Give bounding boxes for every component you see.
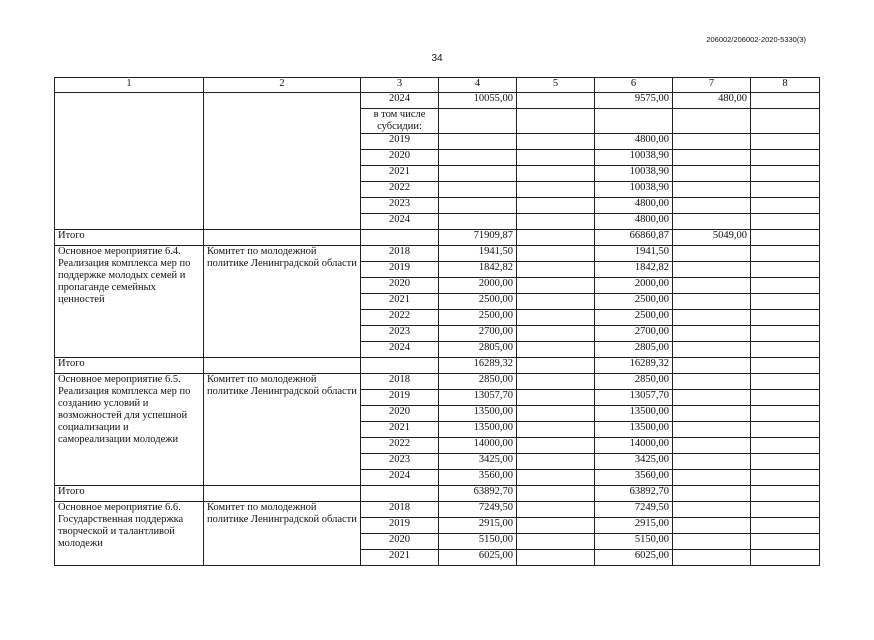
federal-cell bbox=[517, 486, 595, 502]
federal-cell bbox=[517, 93, 595, 109]
column-header: 3 bbox=[361, 78, 439, 93]
federal-cell bbox=[517, 422, 595, 438]
other-cell bbox=[751, 326, 820, 342]
executor-cell bbox=[204, 486, 361, 502]
regional-cell: 2500,00 bbox=[595, 310, 673, 326]
total-cell bbox=[439, 182, 517, 198]
other-cell bbox=[751, 230, 820, 246]
year-cell: 2021 bbox=[361, 550, 439, 566]
total-cell: 1941,50 bbox=[439, 246, 517, 262]
table-row bbox=[55, 502, 820, 518]
federal-cell bbox=[517, 166, 595, 182]
year-cell: 2018 bbox=[361, 502, 439, 518]
executor-cell: Комитет по молодежной политике Ленинградской области bbox=[204, 502, 361, 566]
local-cell bbox=[673, 182, 751, 198]
total-cell: 2915,00 bbox=[439, 518, 517, 534]
federal-cell bbox=[517, 294, 595, 310]
total-cell: 5150,00 bbox=[439, 534, 517, 550]
total-cell: 13500,00 bbox=[439, 422, 517, 438]
total-cell: 2500,00 bbox=[439, 294, 517, 310]
regional-cell: 2915,00 bbox=[595, 518, 673, 534]
other-cell bbox=[751, 278, 820, 294]
other-cell bbox=[751, 358, 820, 374]
year-cell: 2024 bbox=[361, 93, 439, 109]
executor-cell bbox=[204, 93, 361, 230]
page-number: 34 bbox=[431, 53, 443, 64]
regional-cell: 3425,00 bbox=[595, 454, 673, 470]
regional-cell: 9575,00 bbox=[595, 93, 673, 109]
other-cell bbox=[751, 534, 820, 550]
regional-cell: 2805,00 bbox=[595, 342, 673, 358]
other-cell bbox=[751, 390, 820, 406]
total-label: Итого bbox=[55, 230, 204, 246]
federal-cell bbox=[517, 358, 595, 374]
executor-cell: Комитет по молодежной политике Ленинградской области bbox=[204, 246, 361, 358]
local-cell bbox=[673, 390, 751, 406]
federal-cell bbox=[517, 230, 595, 246]
federal-cell bbox=[517, 198, 595, 214]
table-row bbox=[55, 246, 820, 262]
executor-cell bbox=[204, 230, 361, 246]
regional-cell: 10038,90 bbox=[595, 182, 673, 198]
year-cell: 2022 bbox=[361, 438, 439, 454]
year-cell: 2019 bbox=[361, 262, 439, 278]
federal-cell bbox=[517, 406, 595, 422]
regional-cell: 6025,00 bbox=[595, 550, 673, 566]
other-cell bbox=[751, 246, 820, 262]
other-cell bbox=[751, 518, 820, 534]
total-cell: 7249,50 bbox=[439, 502, 517, 518]
year-cell: 2020 bbox=[361, 534, 439, 550]
document-code: 206002/206002-2020-5330(3) bbox=[706, 35, 806, 44]
federal-cell bbox=[517, 390, 595, 406]
total-cell bbox=[439, 109, 517, 134]
local-cell bbox=[673, 214, 751, 230]
regional-cell: 2000,00 bbox=[595, 278, 673, 294]
total-cell: 13500,00 bbox=[439, 406, 517, 422]
other-cell bbox=[751, 93, 820, 109]
local-cell bbox=[673, 198, 751, 214]
table-row bbox=[55, 374, 820, 390]
year-cell: 2023 bbox=[361, 326, 439, 342]
federal-cell bbox=[517, 374, 595, 390]
measure-name: Основное мероприятие 6.5. Реализация комплекса мер по созданию условий и возможностей для успешной социализации и самореализации молодежи bbox=[55, 374, 204, 486]
total-cell: 16289,32 bbox=[439, 358, 517, 374]
total-cell: 2700,00 bbox=[439, 326, 517, 342]
total-cell: 2805,00 bbox=[439, 342, 517, 358]
other-cell bbox=[751, 470, 820, 486]
total-cell: 3560,00 bbox=[439, 470, 517, 486]
year-cell bbox=[361, 486, 439, 502]
other-cell bbox=[751, 550, 820, 566]
federal-cell bbox=[517, 262, 595, 278]
total-cell: 13057,70 bbox=[439, 390, 517, 406]
local-cell: 5049,00 bbox=[673, 230, 751, 246]
federal-cell bbox=[517, 502, 595, 518]
federal-cell bbox=[517, 438, 595, 454]
regional-cell: 63892,70 bbox=[595, 486, 673, 502]
regional-cell: 4800,00 bbox=[595, 198, 673, 214]
year-cell: 2020 bbox=[361, 278, 439, 294]
budget-table bbox=[54, 77, 820, 566]
other-cell bbox=[751, 166, 820, 182]
other-cell bbox=[751, 150, 820, 166]
year-cell: 2019 bbox=[361, 134, 439, 150]
year-cell bbox=[361, 358, 439, 374]
year-cell: 2024 bbox=[361, 470, 439, 486]
total-cell bbox=[439, 214, 517, 230]
measure-name: Основное мероприятие 6.4. Реализация комплекса мер по поддержке молодых семей и пропаганде семейных ценностей bbox=[55, 246, 204, 358]
federal-cell bbox=[517, 109, 595, 134]
federal-cell bbox=[517, 470, 595, 486]
local-cell bbox=[673, 406, 751, 422]
other-cell bbox=[751, 198, 820, 214]
total-cell: 14000,00 bbox=[439, 438, 517, 454]
other-cell bbox=[751, 438, 820, 454]
other-cell bbox=[751, 109, 820, 134]
local-cell bbox=[673, 109, 751, 134]
total-label: Итого bbox=[55, 486, 204, 502]
local-cell bbox=[673, 454, 751, 470]
other-cell bbox=[751, 406, 820, 422]
column-header: 5 bbox=[517, 78, 595, 93]
column-header: 8 bbox=[751, 78, 820, 93]
total-label: Итого bbox=[55, 358, 204, 374]
regional-cell: 13057,70 bbox=[595, 390, 673, 406]
federal-cell bbox=[517, 246, 595, 262]
regional-cell: 10038,90 bbox=[595, 166, 673, 182]
federal-cell bbox=[517, 326, 595, 342]
year-cell: 2023 bbox=[361, 454, 439, 470]
local-cell bbox=[673, 534, 751, 550]
local-cell bbox=[673, 294, 751, 310]
year-cell: 2022 bbox=[361, 310, 439, 326]
total-cell: 2000,00 bbox=[439, 278, 517, 294]
local-cell bbox=[673, 486, 751, 502]
regional-cell: 7249,50 bbox=[595, 502, 673, 518]
local-cell bbox=[673, 310, 751, 326]
executor-cell: Комитет по молодежной политике Ленинградской области bbox=[204, 374, 361, 486]
total-cell: 6025,00 bbox=[439, 550, 517, 566]
total-cell: 1842,82 bbox=[439, 262, 517, 278]
other-cell bbox=[751, 294, 820, 310]
federal-cell bbox=[517, 134, 595, 150]
local-cell: 480,00 bbox=[673, 93, 751, 109]
total-row bbox=[55, 358, 820, 374]
local-cell bbox=[673, 438, 751, 454]
regional-cell: 10038,90 bbox=[595, 150, 673, 166]
local-cell bbox=[673, 502, 751, 518]
other-cell bbox=[751, 454, 820, 470]
local-cell bbox=[673, 422, 751, 438]
year-cell: 2018 bbox=[361, 374, 439, 390]
local-cell bbox=[673, 470, 751, 486]
other-cell bbox=[751, 374, 820, 390]
other-cell bbox=[751, 134, 820, 150]
total-cell bbox=[439, 134, 517, 150]
executor-cell bbox=[204, 358, 361, 374]
federal-cell bbox=[517, 342, 595, 358]
total-row bbox=[55, 230, 820, 246]
year-cell: 2020 bbox=[361, 406, 439, 422]
year-cell: 2021 bbox=[361, 166, 439, 182]
other-cell bbox=[751, 422, 820, 438]
year-cell bbox=[361, 230, 439, 246]
regional-cell: 13500,00 bbox=[595, 422, 673, 438]
federal-cell bbox=[517, 550, 595, 566]
federal-cell bbox=[517, 310, 595, 326]
regional-cell: 5150,00 bbox=[595, 534, 673, 550]
federal-cell bbox=[517, 182, 595, 198]
local-cell bbox=[673, 550, 751, 566]
year-cell: 2024 bbox=[361, 342, 439, 358]
total-cell bbox=[439, 166, 517, 182]
year-cell: 2024 bbox=[361, 214, 439, 230]
local-cell bbox=[673, 342, 751, 358]
local-cell bbox=[673, 262, 751, 278]
measure-name: Основное мероприятие 6.6. Государственная поддержка творческой и талантливой молодежи bbox=[55, 502, 204, 566]
regional-cell: 4800,00 bbox=[595, 134, 673, 150]
total-row bbox=[55, 486, 820, 502]
total-cell: 2850,00 bbox=[439, 374, 517, 390]
federal-cell bbox=[517, 518, 595, 534]
year-cell: 2023 bbox=[361, 198, 439, 214]
year-cell: 2019 bbox=[361, 518, 439, 534]
total-cell bbox=[439, 198, 517, 214]
regional-cell: 14000,00 bbox=[595, 438, 673, 454]
local-cell bbox=[673, 166, 751, 182]
other-cell bbox=[751, 310, 820, 326]
column-header: 2 bbox=[204, 78, 361, 93]
total-cell: 2500,00 bbox=[439, 310, 517, 326]
regional-cell: 66860,87 bbox=[595, 230, 673, 246]
column-header: 1 bbox=[55, 78, 204, 93]
column-header: 4 bbox=[439, 78, 517, 93]
subsidy-label: в том числе субсидии: bbox=[361, 109, 439, 134]
total-cell: 63892,70 bbox=[439, 486, 517, 502]
total-cell bbox=[439, 150, 517, 166]
regional-cell bbox=[595, 109, 673, 134]
regional-cell: 2500,00 bbox=[595, 294, 673, 310]
local-cell bbox=[673, 134, 751, 150]
column-header-row bbox=[55, 78, 820, 93]
regional-cell: 4800,00 bbox=[595, 214, 673, 230]
federal-cell bbox=[517, 214, 595, 230]
regional-cell: 1941,50 bbox=[595, 246, 673, 262]
column-header: 6 bbox=[595, 78, 673, 93]
local-cell bbox=[673, 518, 751, 534]
total-cell: 10055,00 bbox=[439, 93, 517, 109]
other-cell bbox=[751, 342, 820, 358]
federal-cell bbox=[517, 454, 595, 470]
regional-cell: 3560,00 bbox=[595, 470, 673, 486]
local-cell bbox=[673, 374, 751, 390]
other-cell bbox=[751, 486, 820, 502]
local-cell bbox=[673, 278, 751, 294]
federal-cell bbox=[517, 150, 595, 166]
other-cell bbox=[751, 262, 820, 278]
other-cell bbox=[751, 502, 820, 518]
local-cell bbox=[673, 246, 751, 262]
regional-cell: 16289,32 bbox=[595, 358, 673, 374]
name-cell bbox=[55, 93, 204, 230]
other-cell bbox=[751, 182, 820, 198]
regional-cell: 2700,00 bbox=[595, 326, 673, 342]
year-cell: 2018 bbox=[361, 246, 439, 262]
local-cell bbox=[673, 326, 751, 342]
year-cell: 2022 bbox=[361, 182, 439, 198]
local-cell bbox=[673, 150, 751, 166]
year-cell: 2020 bbox=[361, 150, 439, 166]
regional-cell: 1842,82 bbox=[595, 262, 673, 278]
total-cell: 71909,87 bbox=[439, 230, 517, 246]
table-row bbox=[55, 93, 820, 109]
federal-cell bbox=[517, 278, 595, 294]
year-cell: 2019 bbox=[361, 390, 439, 406]
regional-cell: 2850,00 bbox=[595, 374, 673, 390]
federal-cell bbox=[517, 534, 595, 550]
regional-cell: 13500,00 bbox=[595, 406, 673, 422]
total-cell: 3425,00 bbox=[439, 454, 517, 470]
year-cell: 2021 bbox=[361, 294, 439, 310]
local-cell bbox=[673, 358, 751, 374]
year-cell: 2021 bbox=[361, 422, 439, 438]
column-header: 7 bbox=[673, 78, 751, 93]
other-cell bbox=[751, 214, 820, 230]
